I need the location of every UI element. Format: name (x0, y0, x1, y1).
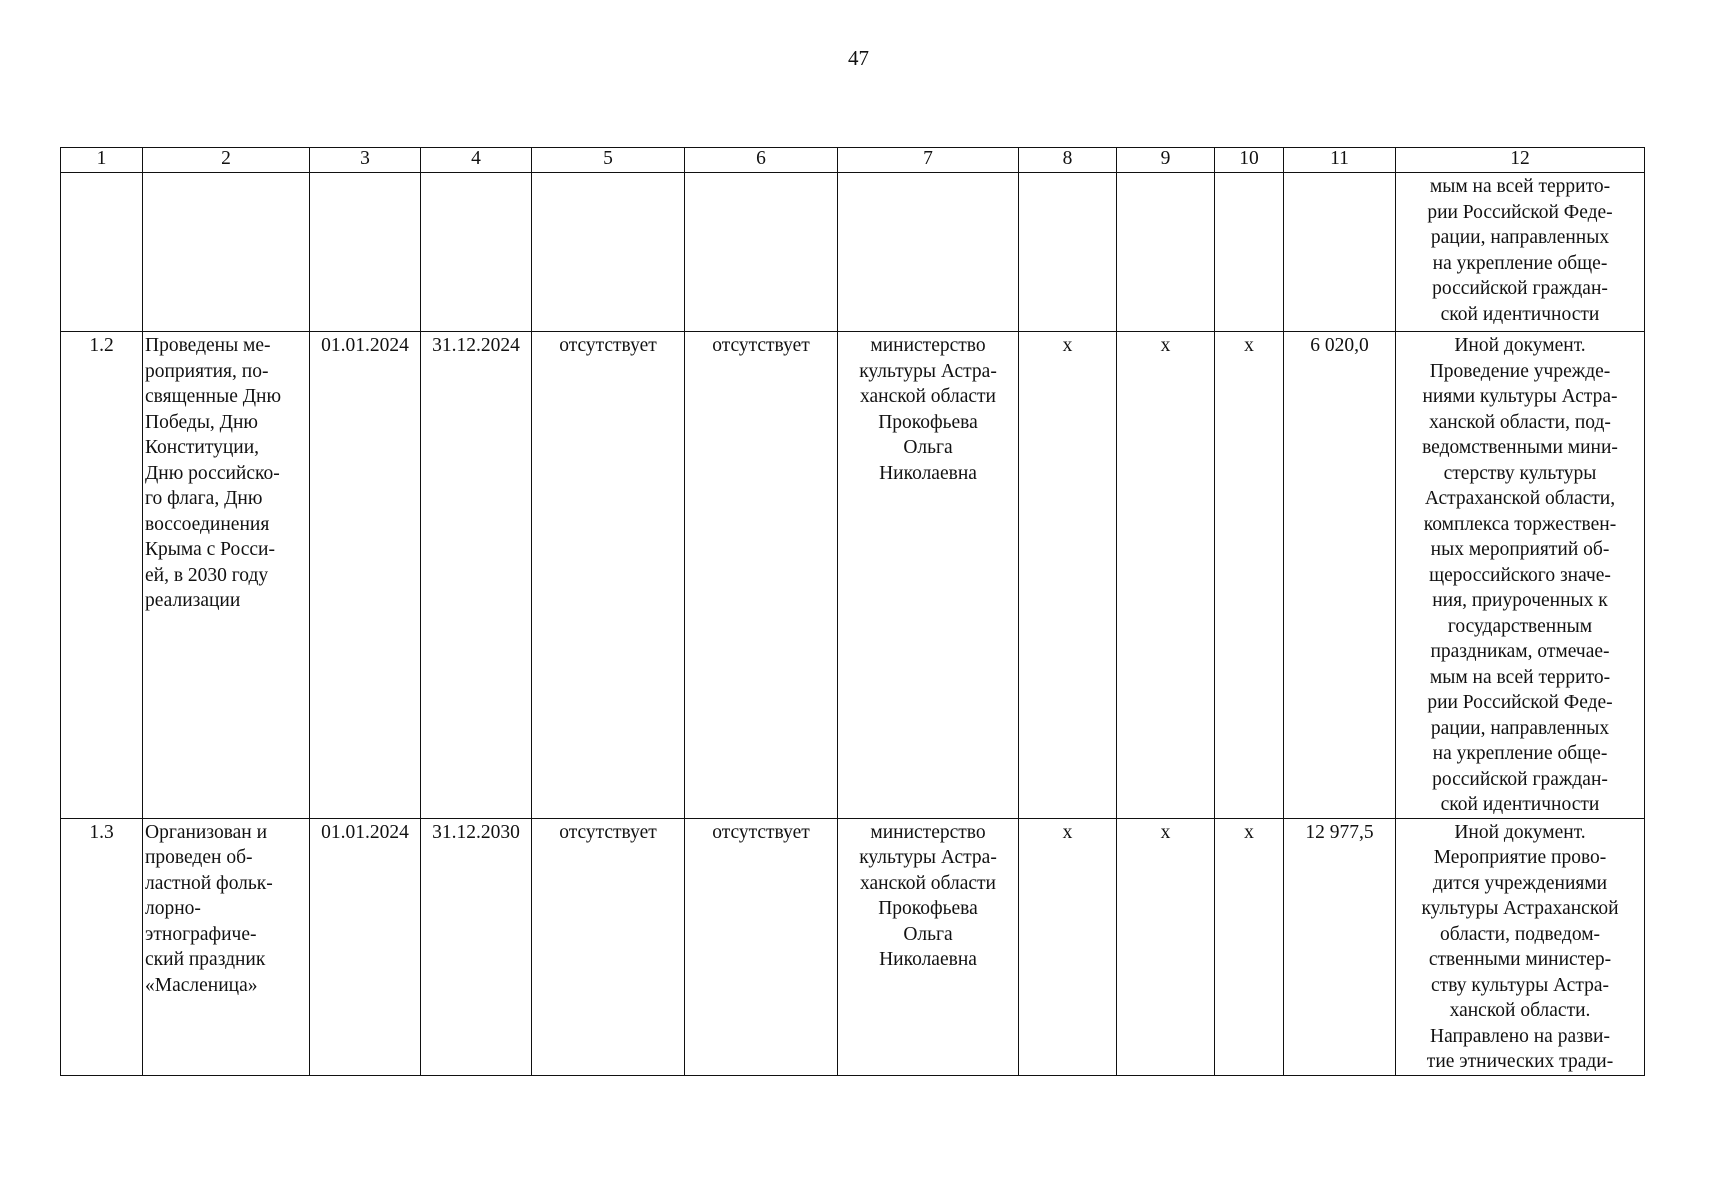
cell-description-continued: мым на всей террито- рии Российской Феде- рации, направленных на укрепление обще- российской граждан- ской идентичности (1396, 173, 1645, 332)
activities-table (60, 147, 1645, 1076)
table-row (61, 332, 1645, 819)
cell-empty (1284, 173, 1396, 332)
cell-col-9: х (1117, 332, 1215, 819)
cell-description: Иной документ. Мероприятие прово- дится учреждениями культуры Астраханской области, подведом- ственными министер- ству культуры Астра- ханской области. Направлено на разви- тие этнических тради- (1396, 818, 1645, 1075)
header-col-11: 11 (1284, 148, 1396, 173)
cell-item-title: Проведены ме- роприятия, по- священные Дню Победы, Дню Конституции, Дню российско- го флага, Дню воссоединения Крыма с Росси- ей, в 2030 году реализации (143, 332, 310, 819)
table-row-continuation (61, 173, 1645, 332)
cell-col-8: х (1019, 332, 1117, 819)
page-number: 47 (848, 46, 869, 70)
cell-empty (1215, 173, 1284, 332)
cell-empty (1019, 173, 1117, 332)
cell-end-date: 31.12.2030 (421, 818, 532, 1075)
header-col-1: 1 (61, 148, 143, 173)
cell-end-date: 31.12.2024 (421, 332, 532, 819)
header-col-8: 8 (1019, 148, 1117, 173)
header-col-3: 3 (310, 148, 421, 173)
cell-item-number: 1.2 (61, 332, 143, 819)
cell-col-9: х (1117, 818, 1215, 1075)
cell-item-number: 1.3 (61, 818, 143, 1075)
table-row (61, 818, 1645, 1075)
cell-amount: 6 020,0 (1284, 332, 1396, 819)
cell-col-8: х (1019, 818, 1117, 1075)
cell-empty (1117, 173, 1215, 332)
cell-empty (532, 173, 685, 332)
cell-start-date: 01.01.2024 (310, 332, 421, 819)
table-header (61, 148, 1645, 173)
header-col-2: 2 (143, 148, 310, 173)
cell-start-date: 01.01.2024 (310, 818, 421, 1075)
cell-col-10: х (1215, 818, 1284, 1075)
cell-description: Иной документ. Проведение учрежде- ниями культуры Астра- ханской области, под- ведомственными мини- стерству культуры Астраханской области, комплекса торжествен- ных мероприятий об- щероссийского значе- ния, приуроченных к государственным праздникам, отмечае- мым на всей террито- рии Российской Феде- рации, направленных на укрепление обще- российской граждан- ской идентичности (1396, 332, 1645, 819)
cell-empty (421, 173, 532, 332)
cell-empty (143, 173, 310, 332)
cell-item-title: Организован и проведен об- ластной фольк- лорно- этнографиче- ский праздник «Масленица» (143, 818, 310, 1075)
cell-col-6: отсутствует (685, 818, 838, 1075)
header-col-5: 5 (532, 148, 685, 173)
cell-col-5: отсутствует (532, 332, 685, 819)
cell-empty (685, 173, 838, 332)
cell-responsible: министерство культуры Астра- ханской области Прокофьева Ольга Николаевна (838, 818, 1019, 1075)
cell-empty (310, 173, 421, 332)
header-col-9: 9 (1117, 148, 1215, 173)
cell-col-10: х (1215, 332, 1284, 819)
cell-responsible: министерство культуры Астра- ханской области Прокофьева Ольга Николаевна (838, 332, 1019, 819)
cell-empty (61, 173, 143, 332)
header-row (61, 148, 1645, 173)
header-col-12: 12 (1396, 148, 1645, 173)
cell-col-5: отсутствует (532, 818, 685, 1075)
cell-col-6: отсутствует (685, 332, 838, 819)
header-col-10: 10 (1215, 148, 1284, 173)
cell-empty (838, 173, 1019, 332)
cell-amount: 12 977,5 (1284, 818, 1396, 1075)
header-col-7: 7 (838, 148, 1019, 173)
header-col-6: 6 (685, 148, 838, 173)
header-col-4: 4 (421, 148, 532, 173)
